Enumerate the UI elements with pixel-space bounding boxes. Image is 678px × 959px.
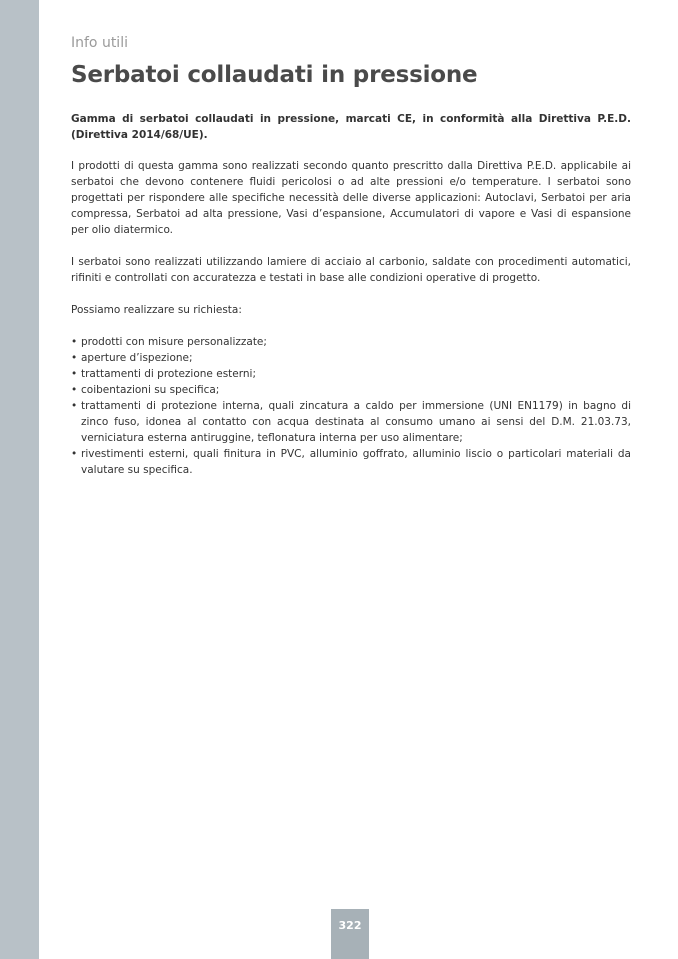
construction-paragraph: I serbatoi sono realizzati utilizzando lamiere di acciaio al carbonio, saldate con procedimenti automatici, rifiniti e controllati con accuratezza e testati in base alle condizioni operative di progetto. <box>71 256 631 284</box>
bullet-icon: • <box>71 400 78 412</box>
description-paragraph: I prodotti di questa gamma sono realizzati secondo quanto prescritto dalla Direttiva P.E.D. applicabile ai serbatoi che devono contenere fluidi pericolosi o ad alte pressioni e/o temperature. I serbatoi sono progettati per rispondere alle specifiche necessità delle diverse applicazioni: Autoclavi, Serbatoi per aria compressa, Serbatoi ad alta pressione, Vasi d’espansione, Accumulatori di vapore e Vasi di espansione per olio diatermico. <box>71 160 631 236</box>
list-item <box>71 334 631 350</box>
page-number: 322 <box>338 919 362 932</box>
bullet-icon: • <box>71 336 78 348</box>
list-item <box>71 398 631 446</box>
list-item <box>71 382 631 398</box>
intro-paragraph: Gamma di serbatoi collaudati in pressione, marcati CE, in conformità alla Direttiva P.E.D. (Direttiva 2014/68/UE). <box>71 113 631 141</box>
section-label: Info utili <box>71 35 128 51</box>
list-item-text: prodotti con misure personalizzate; <box>81 336 267 348</box>
list-item <box>71 446 631 478</box>
list-item-text: coibentazioni su specifica; <box>81 384 220 396</box>
list-item-text: aperture d’ispezione; <box>81 352 193 364</box>
list-item-text: trattamenti di protezione esterni; <box>81 368 256 380</box>
page-title: Serbatoi collaudati in pressione <box>71 62 478 88</box>
bullet-icon: • <box>71 384 78 396</box>
list-item-text: rivestimenti esterni, quali finitura in PVC, alluminio goffrato, alluminio liscio o particolari materiali da valutare su specifica. <box>81 448 631 476</box>
list-item <box>71 366 631 382</box>
page-content <box>71 34 631 478</box>
side-band <box>0 0 39 959</box>
bullet-icon: • <box>71 368 78 380</box>
list-item <box>71 350 631 366</box>
bullet-icon: • <box>71 352 78 364</box>
on-request-paragraph: Possiamo realizzare su richiesta: <box>71 304 242 316</box>
page-number-box <box>331 909 369 959</box>
bullet-icon: • <box>71 448 78 460</box>
features-list <box>71 334 631 478</box>
list-item-text: trattamenti di protezione interna, quali zincatura a caldo per immersione (UNI EN1179) in bagno di zinco fuso, idonea al contatto con acqua destinata al consumo umano ai sensi del D.M. 21.03.73, verniciatura esterna antiruggine, teflonatura interna per uso alimentare; <box>81 400 631 444</box>
